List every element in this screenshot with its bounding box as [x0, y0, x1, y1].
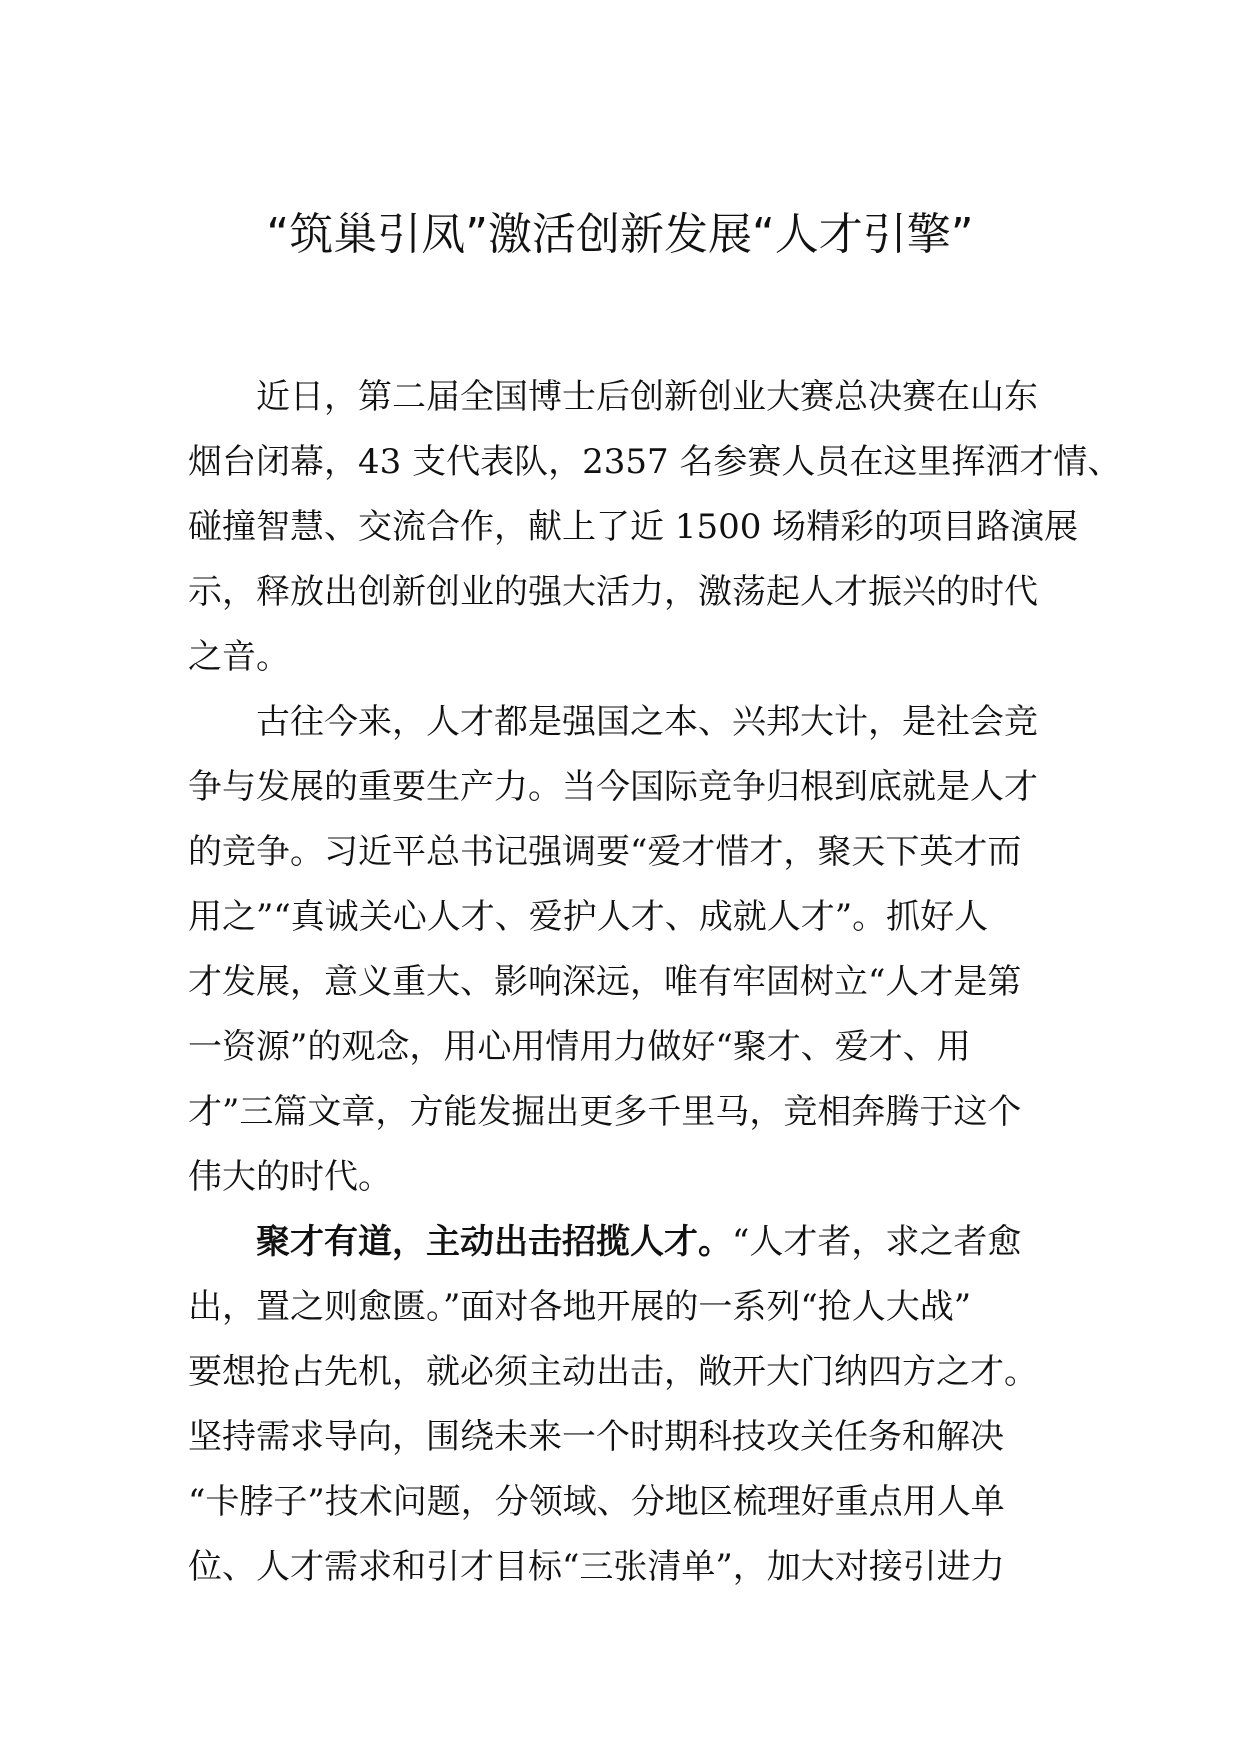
paragraph-lead-sentence: 聚才有道，主动出击招揽人才。	[256, 1222, 732, 1262]
text-line: 争与发展的重要生产力。当今国际竞争归根到底就是人才	[188, 767, 1038, 807]
paragraph-2	[188, 690, 1068, 1210]
text-line: 示，释放出创新创业的强大活力，激荡起人才振兴的时代	[188, 572, 1038, 612]
text-line: 才”三篇文章，方能发掘出更多千里马，竞相奔腾于这个	[188, 1092, 1022, 1132]
paragraph-1	[188, 365, 1122, 690]
text-line: 古往今来，人才都是强国之本、兴邦大计，是社会竞	[256, 702, 1038, 742]
text-line: 出，置之则愈匮。”面对各地开展的一系列“抢人大战”	[188, 1287, 972, 1327]
document-body	[188, 365, 1122, 1600]
text-line: 之音。	[188, 637, 290, 677]
text-line: “卡脖子”技术问题，分领域、分地区梳理好重点用人单	[188, 1482, 1005, 1522]
text-line: 坚持需求导向，围绕未来一个时期科技攻关任务和解决	[188, 1417, 1004, 1457]
text-line: 才发展，意义重大、影响深远，唯有牢固树立“人才是第	[188, 962, 1022, 1002]
lead-line-rest: “人才者，求之者愈	[732, 1222, 1022, 1262]
text-line: 烟台闭幕，43 支代表队，2357 名参赛人员在这里挥洒才情、	[188, 442, 1122, 482]
text-line: 一资源”的观念，用心用情用力做好“聚才、爱才、用	[188, 1027, 971, 1067]
text-line: 位、人才需求和引才目标“三张清单”，加大对接引进力	[188, 1547, 1005, 1587]
text-line	[188, 1210, 1068, 1275]
document-title: “筑巢引凤”激活创新发展“人才引擎”	[266, 209, 974, 260]
text-line: 碰撞智慧、交流合作，献上了近 1500 场精彩的项目路演展	[188, 507, 1079, 547]
paragraph-3	[188, 1210, 1068, 1600]
text-line: 伟大的时代。	[188, 1157, 392, 1197]
text-line: 的竞争。习近平总书记强调要“爱才惜才，聚天下英才而	[188, 832, 1022, 872]
text-line: 近日，第二届全国博士后创新创业大赛总决赛在山东	[256, 377, 1038, 417]
text-line: 用之”“真诚关心人才、爱护人才、成就人才”。抓好人	[188, 897, 989, 937]
text-line: 要想抢占先机，就必须主动出击，敞开大门纳四方之才。	[188, 1352, 1038, 1392]
